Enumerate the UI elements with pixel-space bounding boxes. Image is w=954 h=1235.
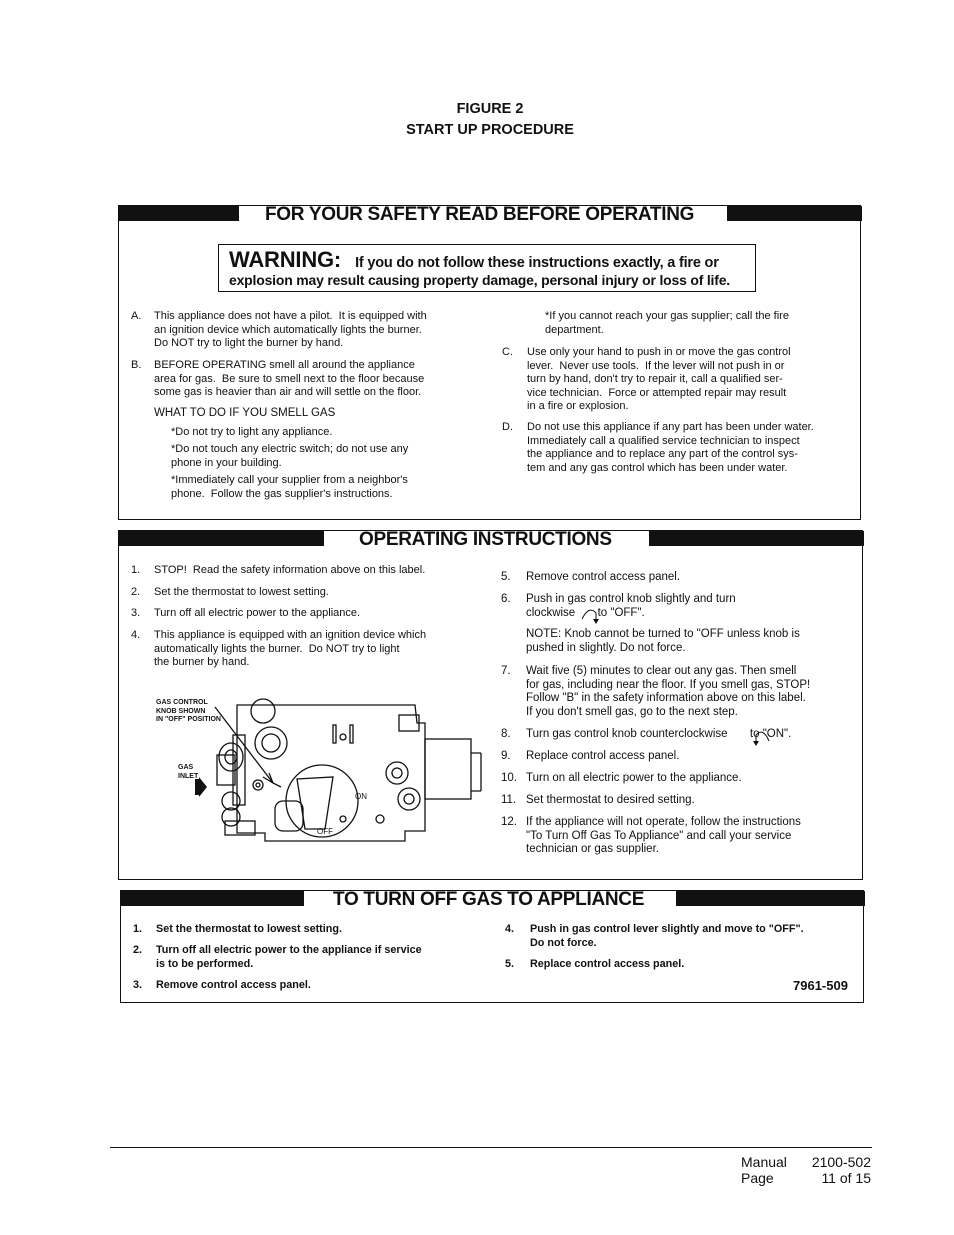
item-text (526, 628, 848, 655)
item-line: If you don't smell gas, go to the next step. (526, 705, 738, 718)
item-line: *If you cannot reach your gas supplier; call the fire (545, 310, 789, 322)
item-number: 4. (505, 923, 515, 935)
item-line: phone in your building. (171, 456, 282, 469)
item-text (154, 607, 491, 621)
turn-off-heading: TO TURN OFF GAS TO APPLIANCE (333, 889, 645, 910)
item-text (530, 923, 860, 950)
manual-label: Manual (741, 1154, 787, 1170)
item-line: Set the thermostat to lowest setting. (154, 586, 329, 598)
item-text (154, 359, 491, 400)
diagram-callout: GAS CONTROL KNOB SHOWN IN "OFF" POSITION (156, 699, 221, 723)
safety-panel (118, 205, 861, 520)
operating-heading: OPERATING INSTRUCTIONS (359, 529, 612, 550)
item-text (154, 564, 491, 578)
operating-panel (118, 530, 863, 880)
item-line: lever. Never use tools. If the lever will not push in or (527, 359, 785, 372)
warning-line-1: If you do not follow these instructions exactly, a fire or (355, 255, 719, 271)
item-line: Set thermostat to desired setting. (526, 794, 695, 806)
item-line: *Do not touch any electric switch; do not use any (171, 443, 409, 455)
item-number: 3. (131, 607, 141, 619)
item-line: is to be performed. (156, 957, 254, 970)
item-line: department. (545, 323, 604, 336)
operating-header (119, 531, 862, 555)
item-number: A. (131, 310, 142, 322)
item-line: clockwise to "OFF". (526, 606, 645, 619)
item-number: 9. (501, 750, 511, 762)
item-line: phone. Follow the gas supplier's instructions. (171, 487, 393, 500)
diagram-gas-inlet-label: GAS INLET (178, 764, 199, 780)
item-text (171, 474, 491, 501)
item-text (545, 310, 865, 337)
item-text (156, 923, 493, 937)
item-line: vice technician. Force or attempted repair may result (527, 386, 787, 399)
item-line: for gas, including near the floor. If you smell gas, STOP! (526, 678, 811, 691)
item-line: area for gas. Be sure to smell next to the floor because (154, 372, 425, 385)
item-line: Replace control access panel. (526, 750, 680, 762)
item-line: This appliance is equipped with an ignition device which (154, 629, 427, 641)
item-text (526, 750, 848, 764)
item-line: Turn off all electric power to the appliance. (154, 607, 361, 619)
item-line: automatically lights the burner. Do NOT try to light (154, 642, 400, 655)
item-number: 7. (501, 665, 511, 677)
turn-off-panel (120, 890, 864, 1003)
item-line: Follow "B" in the safety information above on this label. (526, 692, 806, 705)
item-line: Push in gas control knob slightly and turn (526, 593, 736, 605)
item-line: *Do not try to light any appliance. (171, 426, 333, 438)
item-text (526, 593, 848, 620)
clockwise-arrow-icon (579, 605, 601, 625)
item-line: If the appliance will not operate, follow the instructions (526, 816, 801, 828)
item-line: Set the thermostat to lowest setting. (156, 923, 342, 935)
manual-value: 2100-502 (811, 1154, 871, 1170)
item-line: BEFORE OPERATING smell all around the appliance (154, 359, 415, 371)
item-line: the burner by hand. (154, 656, 250, 669)
item-number: 2. (131, 586, 141, 598)
page-footer (741, 1154, 871, 1186)
item-text (530, 958, 860, 972)
item-text (154, 629, 491, 670)
item-line: the appliance and to replace any part of the control sys- (527, 448, 798, 461)
item-text (526, 794, 848, 808)
item-number: 1. (133, 923, 143, 935)
item-text (154, 586, 491, 600)
item-line: NOTE: Knob cannot be turned to "OFF unless knob is (526, 628, 800, 640)
item-line: technician or gas supplier. (526, 843, 659, 856)
item-number: 5. (501, 571, 511, 583)
item-line: Turn gas control knob counterclockwise to "ON". (526, 728, 792, 740)
item-line: Push in gas control lever slightly and move to "OFF". (530, 923, 804, 935)
item-number: B. (131, 359, 142, 371)
turn-off-header (121, 891, 863, 915)
label-code: 7961-509 (793, 978, 848, 993)
item-text (526, 571, 848, 585)
diagram-off-label: OFF (317, 827, 333, 836)
item-line: This appliance does not have a pilot. It is equipped with (154, 310, 427, 322)
item-line: STOP! Read the safety information above on this label. (154, 564, 426, 576)
safety-header (119, 206, 860, 230)
item-line: tem and any gas control which has been under water. (527, 461, 788, 474)
item-number: 6. (501, 593, 511, 605)
item-line: Do not force. (530, 936, 597, 949)
warning-word: WARNING: (229, 247, 342, 272)
item-number: 8. (501, 728, 511, 740)
item-line: Remove control access panel. (156, 979, 311, 991)
item-line: Remove control access panel. (526, 571, 681, 583)
item-line: pushed in slightly. Do not force. (526, 641, 686, 654)
item-text (526, 728, 848, 742)
item-line: turn by hand, don't try to repair it, call a qualified ser- (527, 373, 783, 386)
item-text (154, 310, 491, 351)
item-line: Turn on all electric power to the appliance. (526, 772, 742, 784)
item-line: some gas is heavier than air and will settle on the floor. (154, 386, 422, 399)
item-number: 12. (501, 816, 517, 828)
safety-heading: FOR YOUR SAFETY READ BEFORE OPERATING (265, 204, 695, 225)
figure-caption (0, 99, 954, 141)
item-text (526, 772, 848, 786)
page-label: Page (741, 1170, 774, 1186)
item-number: D. (502, 421, 513, 433)
item-line: Replace control access panel. (530, 958, 685, 970)
item-number: 3. (133, 979, 143, 991)
item-line: "To Turn Off Gas To Appliance" and call your service (526, 829, 792, 842)
item-line: *Immediately call your supplier from a neighbor's (171, 474, 408, 486)
item-line: Wait five (5) minutes to clear out any gas. Then smell (526, 665, 797, 677)
item-line: Do not use this appliance if any part has been under water. (527, 421, 814, 433)
figure-title: START UP PROCEDURE (406, 122, 574, 138)
diagram-on-label: ON (355, 792, 367, 801)
item-number: 11. (501, 794, 517, 806)
item-text (156, 979, 493, 993)
item-text (526, 665, 848, 719)
item-line: Do NOT try to light the burner by hand. (154, 337, 344, 350)
item-number: 1. (131, 564, 141, 576)
item-text (171, 443, 491, 470)
item-line: Immediately call a qualified service technician to inspect (527, 434, 800, 447)
warning-line-2: explosion may result causing property damage, personal injury or loss of life. (229, 272, 730, 288)
page-value: 11 of 15 (821, 1170, 871, 1186)
item-number: 4. (131, 629, 141, 641)
footer-divider (110, 1147, 872, 1148)
counterclockwise-arrow-icon (751, 727, 773, 747)
item-line: Use only your hand to push in or move the gas control (527, 346, 791, 358)
item-number: 2. (133, 944, 143, 956)
item-line: Turn off all electric power to the appliance if service (156, 944, 422, 956)
item-text (526, 816, 848, 857)
smell-gas-heading: WHAT TO DO IF YOU SMELL GAS (154, 407, 336, 419)
item-line: an ignition device which automatically lights the burner. (154, 323, 422, 336)
item-text (527, 421, 862, 475)
item-number: 5. (505, 958, 515, 970)
item-text (527, 346, 862, 414)
item-line: in a fire or explosion. (527, 400, 629, 413)
item-number: 10. (501, 772, 517, 784)
item-number: C. (502, 346, 513, 358)
figure-label: FIGURE 2 (456, 101, 524, 117)
warning-box (218, 244, 756, 292)
item-text (156, 944, 493, 971)
item-text (171, 426, 491, 440)
